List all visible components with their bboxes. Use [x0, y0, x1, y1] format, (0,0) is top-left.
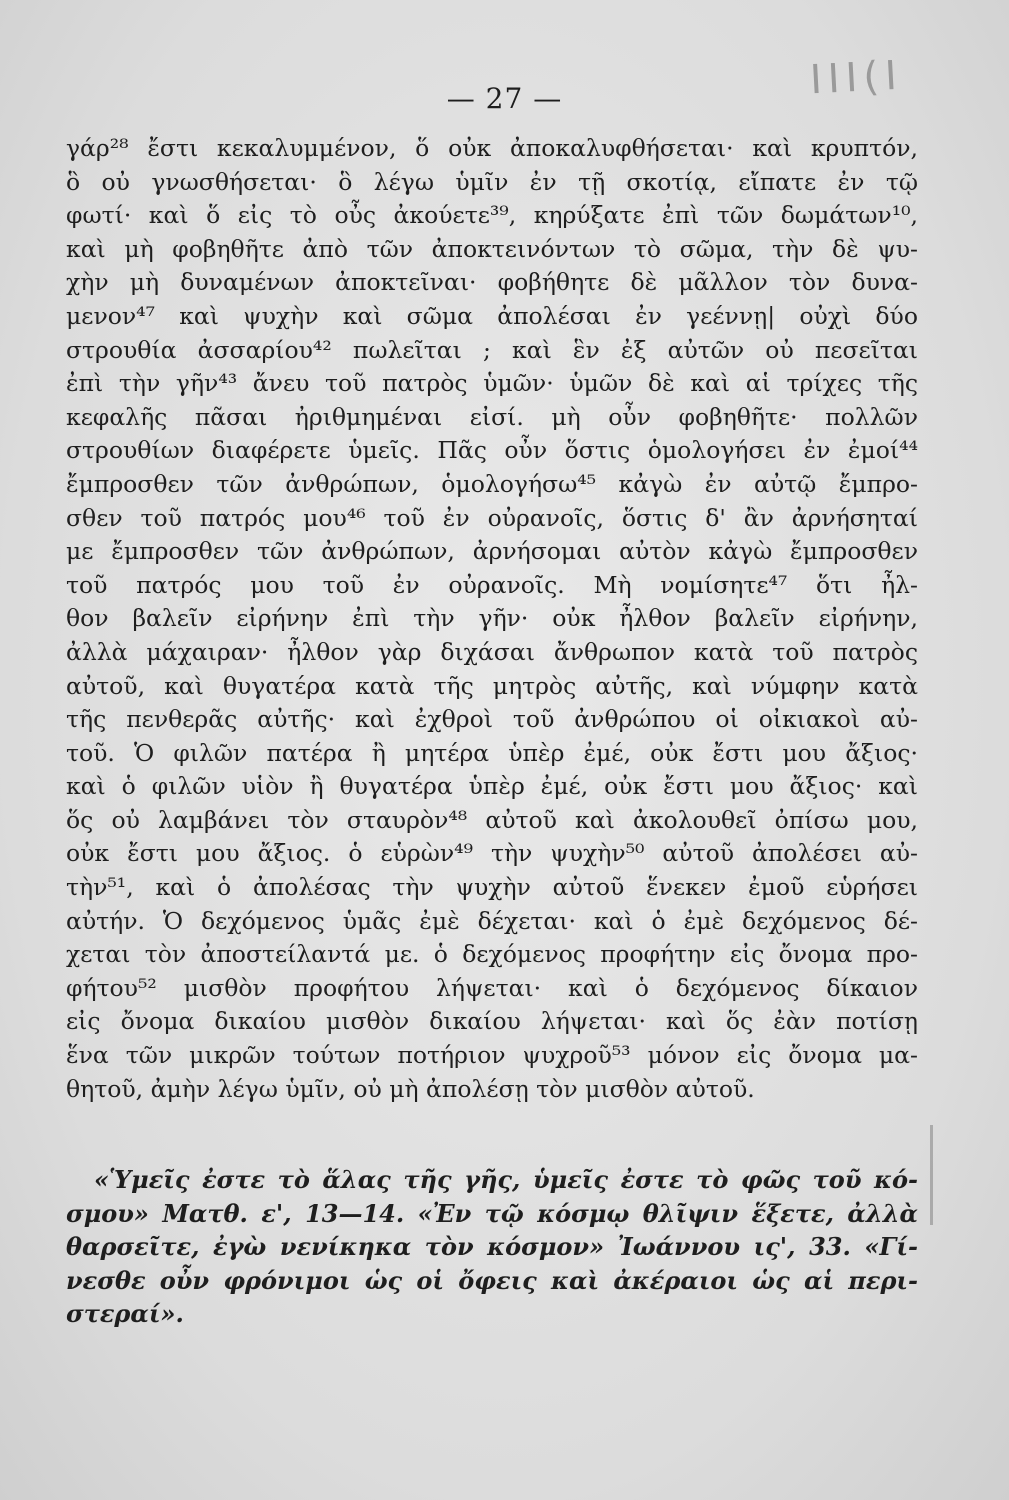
text-line: θον βαλεῖν εἰρήνην ἐπὶ τὴν γῆν· οὐκ ἦλθον βαλεῖν εἰρήνην, [66, 604, 918, 633]
quotation-block [66, 1163, 918, 1331]
quote-line: σμου» Ματθ. ε', 13—14. «Ἐν τῷ κόσμῳ θλῖψιν ἕξετε, ἀλλὰ [66, 1198, 918, 1228]
text-line: κεφαλῆς πᾶσαι ἠριθμημέναι εἰσί. μὴ οὖν φοβηθῆτε· πολλῶν [66, 402, 918, 431]
text-line: φωτί· καὶ ὅ εἰς τὸ οὖς ἀκούετε³⁹, κηρύξατε ἐπὶ τῶν δωμάτων¹⁰, [66, 201, 918, 230]
text-line: χεται τὸν ἀποστείλαντά με. ὁ δεχόμενος προφήτην εἰς ὄνομα προ- [66, 940, 918, 969]
text-line: οὐκ ἔστι μου ἄξιος. ὁ εὑρὼν⁴⁹ τὴν ψυχὴν⁵⁰ αὐτοῦ ἀπολέσει αὐ- [66, 839, 918, 868]
text-line: χὴν μὴ δυναμένων ἀποκτεῖναι· φοβήθητε δὲ μᾶλλον τὸν δυνα- [66, 268, 918, 297]
text-line: γάρ²⁸ ἔστι κεκαλυμμένον, ὅ οὐκ ἀποκαλυφθήσεται· καὶ κρυπτόν, [66, 134, 918, 162]
quote-line: στεραί». [66, 1299, 184, 1329]
text-line: ἕνα τῶν μικρῶν τούτων ποτήριον ψυχροῦ⁵³ μόνον εἰς ὄνομα μα- [66, 1041, 918, 1070]
text-line: τοῦ πατρός μου τοῦ ἐν οὐρανοῖς. Μὴ νομίσητε⁴⁷ ὅτι ἦλ- [66, 570, 918, 599]
quote-line: νεσθε οὖν φρόνιμοι ὡς οἱ ὄφεις καὶ ἀκέραιοι ὡς αἱ περι- [66, 1265, 918, 1295]
text-line: με ἔμπροσθεν τῶν ἀνθρώπων, ἀρνήσομαι αὐτὸν κἀγὼ ἔμπροσθεν [66, 537, 918, 566]
text-line: ὃ οὐ γνωσθήσεται· ὃ λέγω ὑμῖν ἐν τῇ σκοτίᾳ, εἴπατε ἐν τῷ [66, 167, 918, 196]
text-line: τοῦ. Ὁ φιλῶν πατέρα ἢ μητέρα ὑπὲρ ἐμέ, οὐκ ἔστι μου ἄξιος· [66, 738, 918, 767]
text-line: στρουθία ἀσσαρίου⁴² πωλεῖται ; καὶ ἓν ἐξ αὐτῶν οὐ πεσεῖται [66, 335, 918, 364]
text-line: ἔμπροσθεν τῶν ἀνθρώπων, ὁμολογήσω⁴⁵ κἀγὼ ἐν αὐτῷ ἔμπρο- [66, 469, 918, 498]
text-line: τὴν⁵¹, καὶ ὁ ἀπολέσας τὴν ψυχὴν αὐτοῦ ἕνεκεν ἐμοῦ εὑρήσει [66, 873, 918, 902]
quote-line: θαρσεῖτε, ἐγὼ νενίκηκα τὸν κόσμον» Ἰωάννου ις', 33. «Γί- [66, 1232, 918, 1262]
text-line: στρουθίων διαφέρετε ὑμεῖς. Πᾶς οὖν ὅστις ὁμολογήσει ἐν ἐμοί⁴⁴ [66, 436, 918, 465]
text-line: εἰς ὄνομα δικαίου μισθὸν δικαίου λήψεται· καὶ ὅς ἐὰν ποτίσῃ [66, 1007, 918, 1036]
text-line: καὶ ὁ φιλῶν υἱὸν ἢ θυγατέρα ὑπὲρ ἐμέ, οὐκ ἔστι μου ἄξιος· καὶ [66, 772, 918, 801]
page-number: — 27 — [446, 82, 563, 115]
text-line: φήτου⁵² μισθὸν προφήτου λήψεται· καὶ ὁ δεχόμενος δίκαιον [66, 973, 918, 1002]
text-line: ὅς οὐ λαμβάνει τὸν σταυρὸν⁴⁸ αὐτοῦ καὶ ἀκολουθεῖ ὀπίσω μου, [66, 805, 918, 834]
text-line: καὶ μὴ φοβηθῆτε ἀπὸ τῶν ἀποκτεινόντων τὸ σῶμα, τὴν δὲ ψυ- [66, 234, 918, 263]
text-line: αὐτήν. Ὁ δεχόμενος ὑμᾶς ἐμὲ δέχεται· καὶ ὁ ἐμὲ δεχόμενος δέ- [66, 906, 918, 935]
text-line: θητοῦ, ἀμὴν λέγω ὑμῖν, οὐ μὴ ἀπολέσῃ τὸν μισθὸν αὐτοῦ. [66, 1074, 755, 1103]
text-line: μενον⁴⁷ καὶ ψυχὴν καὶ σῶμα ἀπολέσαι ἐν γεέννῃ| οὐχὶ δύο [66, 301, 918, 330]
quote-line: «Ὑμεῖς ἐστε τὸ ἅλας τῆς γῆς, ὑμεῖς ἐστε τὸ φῶς τοῦ κό- [94, 1165, 918, 1194]
text-line: ἐπὶ τὴν γῆν⁴³ ἄνευ τοῦ πατρὸς ὑμῶν· ὑμῶν δὲ καὶ αἱ τρίχες τῆς [66, 369, 918, 398]
text-line: τῆς πενθερᾶς αὐτῆς· καὶ ἐχθροὶ τοῦ ἀνθρώπου οἱ οἰκιακοὶ αὐ- [66, 705, 918, 734]
text-line: αὐτοῦ, καὶ θυγατέρα κατὰ τῆς μητρὸς αὐτῆς, καὶ νύμφην κατὰ [66, 671, 918, 700]
main-text-block [66, 132, 918, 1106]
text-line: σθεν τοῦ πατρός μου⁴⁶ τοῦ ἐν οὐρανοῖς, ὅστις δ' ἂν ἀρνήσηταί [66, 503, 918, 532]
text-line: ἀλλὰ μάχαιραν· ἦλθον γὰρ διχάσαι ἄνθρωπον κατὰ τοῦ πατρὸς [66, 637, 918, 666]
margin-pencil-mark: ΙΙΙ(Ι [808, 52, 904, 104]
